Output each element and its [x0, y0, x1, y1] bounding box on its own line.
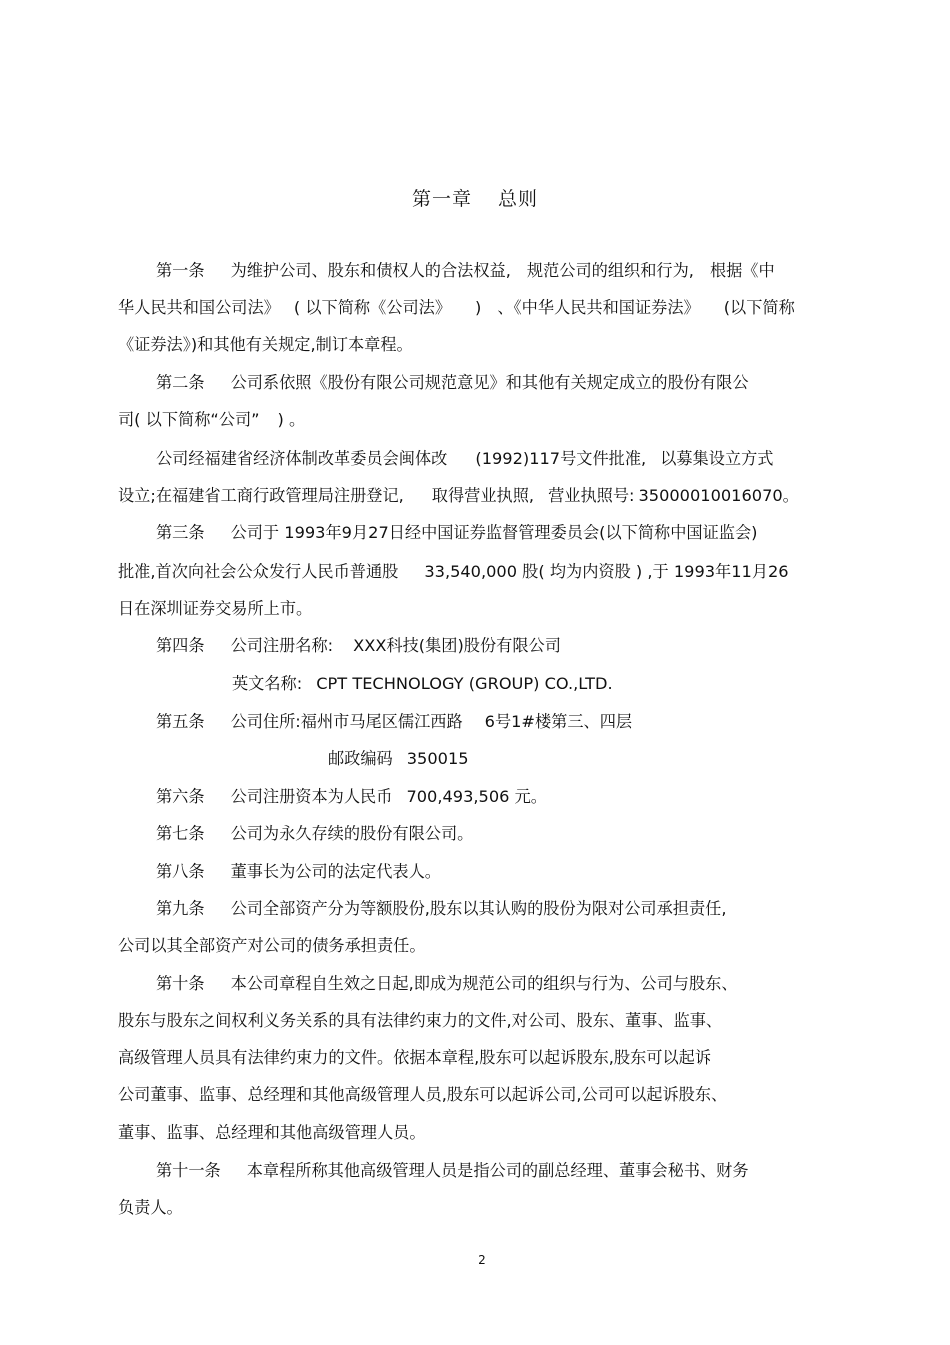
article-7: 第七条 公司为永久存续的股份有限公司。	[156, 824, 474, 843]
article-10-line-3: 高级管理人员具有法律约束力的文件。依据本章程,股东可以起诉股东,股东可以起诉	[118, 1048, 712, 1067]
article-11-line-2: 负责人。	[118, 1198, 183, 1217]
article-3-line-3: 日在深圳证券交易所上市。	[118, 599, 313, 618]
article-1-line-1: 第一条 为维护公司、股东和债权人的合法权益, 规范公司的组织和行为, 根据《中	[156, 261, 775, 280]
article-2-line-2: 司( 以下简称“公司” ) 。	[118, 410, 306, 429]
article-10-line-4: 公司董事、监事、总经理和其他高级管理人员,股东可以起诉公司,公司可以起诉股东、	[118, 1085, 728, 1104]
page-number: 2	[478, 1253, 486, 1267]
article-2-para-2-line-2: 设立;在福建省工商行政管理局注册登记, 取得营业执照, 营业执照号: 35000010016070。	[118, 486, 799, 505]
article-1-line-3: 《证券法》)和其他有关规定,制订本章程。	[118, 335, 413, 354]
article-2-para-2-line-1: 公司经福建省经济体制改革委员会闽体改 (1992)117号文件批准, 以募集设立方式	[156, 449, 774, 468]
article-2-line-1: 第二条 公司系依照《股份有限公司规范意见》和其他有关规定成立的股份有限公	[156, 373, 749, 392]
article-11-line-1: 第十一条 本章程所称其他高级管理人员是指公司的副总经理、董事会秘书、财务	[156, 1161, 749, 1180]
chapter-name: 总则	[498, 188, 539, 210]
article-9-line-1: 第九条 公司全部资产分为等额股份,股东以其认购的股份为限对公司承担责任,	[156, 899, 727, 918]
article-1-line-2: 华人民共和国公司法》 ( 以下简称《公司法》 ) 、《中华人民共和国证券法》 (以下简称	[118, 298, 795, 317]
article-4-line-1: 第四条 公司注册名称: XXX科技(集团)股份有限公司	[156, 636, 561, 655]
article-6: 第六条 公司注册资本为人民币 700,493,506 元。	[156, 787, 547, 806]
article-10-line-2: 股东与股东之间权利义务关系的具有法律约束力的文件,对公司、股东、董事、监事、	[118, 1011, 723, 1030]
article-10-line-1: 第十条 本公司章程自生效之日起,即成为规范公司的组织与行为、公司与股东、	[156, 974, 738, 993]
article-10-line-5: 董事、监事、总经理和其他高级管理人员。	[118, 1123, 426, 1142]
article-9-line-2: 公司以其全部资产对公司的债务承担责任。	[118, 936, 426, 955]
article-5-line-1: 第五条 公司住所:福州市马尾区儒江西路 6号1#楼第三、四层	[156, 712, 633, 731]
article-8: 第八条 董事长为公司的法定代表人。	[156, 862, 441, 881]
article-5-line-2: 邮政编码 350015	[328, 749, 469, 768]
chapter-number: 第一章	[411, 188, 472, 210]
article-3-line-1: 第三条 公司于 1993年9月27日经中国证券监督管理委员会(以下简称中国证监会)	[156, 523, 758, 542]
chapter-title	[0, 184, 950, 211]
article-3-line-2: 批准,首次向社会公众发行人民币普通股 33,540,000 股( 均为内资股 ) ,于 1993年11月26	[118, 562, 789, 581]
article-4-line-2: 英文名称: CPT TECHNOLOGY (GROUP) CO.,LTD.	[232, 674, 613, 693]
